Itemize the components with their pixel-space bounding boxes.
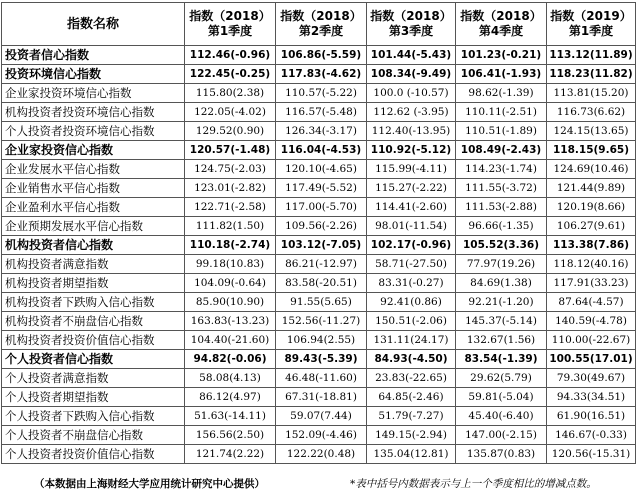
table-row [2,426,636,445]
header-cell-2018-q3: 指数（2018） 第3季度 [367,3,456,46]
table-header-row [2,3,636,46]
table-row [2,293,636,312]
index-name-cell: 个人投资者下跌购入信心指数 [2,407,185,426]
value-cell-q4-2018: 59.81(-5.04) [456,388,547,407]
value-cell-q4-2018: 92.21(-1.20) [456,293,547,312]
value-cell-q3-2018: 98.01(-11.54) [367,217,456,236]
value-cell-q4-2018: 98.62(-1.39) [456,84,547,103]
value-cell-q3-2018: 150.51(-2.06) [367,312,456,331]
value-cell-q4-2018: 110.51(-1.89) [456,122,547,141]
value-cell-q4-2018: 111.55(-3.72) [456,179,547,198]
value-cell-q1-2018: 122.05(-4.02) [185,103,276,122]
value-cell-q1-2018: 163.83(-13.23) [185,312,276,331]
value-cell-q4-2018: 45.40(-6.40) [456,407,547,426]
value-cell-q2-2018: 109.56(-2.26) [276,217,367,236]
value-cell-q1-2018: 51.63(-14.11) [185,407,276,426]
value-cell-q1-2019: 120.19(8.66) [547,198,636,217]
value-cell-q3-2018: 115.27(-2.22) [367,179,456,198]
value-cell-q1-2018: 129.52(0.90) [185,122,276,141]
value-cell-q2-2018: 106.86(-5.59) [276,46,367,65]
index-name-cell: 投资环境信心指数 [2,65,185,84]
table-body [2,46,636,464]
table-group-row [2,350,636,369]
value-cell-q1-2018: 156.56(2.50) [185,426,276,445]
value-cell-q3-2018: 110.92(-5.12) [367,141,456,160]
value-cell-q1-2019: 118.15(9.65) [547,141,636,160]
value-cell-q3-2018: 51.79(-7.27) [367,407,456,426]
value-cell-q4-2018: 110.11(-2.51) [456,103,547,122]
index-name-cell: 机构投资者期望指数 [2,274,185,293]
table-row [2,274,636,293]
index-name-cell: 机构投资者不崩盘信心指数 [2,312,185,331]
value-cell-q2-2018: 152.09(-4.46) [276,426,367,445]
index-name-cell: 机构投资者满意指数 [2,255,185,274]
value-cell-q1-2019: 118.23(11.82) [547,65,636,84]
table-row [2,103,636,122]
value-cell-q1-2018: 99.18(10.83) [185,255,276,274]
index-name-cell: 企业盈利水平信心指数 [2,198,185,217]
value-cell-q1-2019: 79.30(49.67) [547,369,636,388]
value-cell-q3-2018: 84.93(-4.50) [367,350,456,369]
value-cell-q3-2018: 58.71(-27.50) [367,255,456,274]
value-cell-q2-2018: 46.48(-11.60) [276,369,367,388]
data-source-note: （本数据由上海财经大学应用统计研究中心提供） [34,478,265,490]
value-cell-q1-2019: 140.59(-4.78) [547,312,636,331]
value-cell-q3-2018: 64.85(-2.46) [367,388,456,407]
value-cell-q3-2018: 149.15(-2.94) [367,426,456,445]
value-cell-q4-2018: 147.00(-2.15) [456,426,547,445]
value-cell-q3-2018: 115.99(-4.11) [367,160,456,179]
value-cell-q1-2019: 110.00(-22.67) [547,331,636,350]
value-cell-q1-2019: 116.73(6.62) [547,103,636,122]
confidence-index-table [1,2,636,464]
value-cell-q4-2018: 132.67(1.56) [456,331,547,350]
table-row [2,122,636,141]
table-group-row [2,141,636,160]
value-cell-q1-2019: 87.64(-4.57) [547,293,636,312]
table-row [2,407,636,426]
table-row [2,369,636,388]
index-name-cell: 机构投资者投资环境信心指数 [2,103,185,122]
header-cell-2019-q1: 指数（2019） 第1季度 [547,3,636,46]
value-cell-q1-2019: 113.81(15.20) [547,84,636,103]
value-cell-q1-2019: 124.15(13.65) [547,122,636,141]
index-name-cell: 个人投资者信心指数 [2,350,185,369]
value-cell-q1-2018: 94.82(-0.06) [185,350,276,369]
table-row [2,331,636,350]
value-cell-q1-2018: 120.57(-1.48) [185,141,276,160]
value-cell-q4-2018: 96.66(-1.35) [456,217,547,236]
value-cell-q1-2018: 112.46(-0.96) [185,46,276,65]
value-cell-q1-2019: 146.67(-0.33) [547,426,636,445]
value-cell-q1-2019: 124.69(10.46) [547,160,636,179]
value-cell-q2-2018: 152.56(-11.27) [276,312,367,331]
index-name-cell: 企业发展水平信心指数 [2,160,185,179]
value-cell-q1-2018: 124.75(-2.03) [185,160,276,179]
value-cell-q3-2018: 135.04(12.81) [367,445,456,464]
value-cell-q4-2018: 108.49(-2.43) [456,141,547,160]
value-cell-q2-2018: 83.58(-20.51) [276,274,367,293]
value-cell-q2-2018: 91.55(5.65) [276,293,367,312]
value-cell-q1-2019: 94.33(34.51) [547,388,636,407]
value-cell-q2-2018: 117.49(-5.52) [276,179,367,198]
value-cell-q2-2018: 126.34(-3.17) [276,122,367,141]
value-cell-q1-2019: 61.90(16.51) [547,407,636,426]
table-group-row [2,65,636,84]
index-name-cell: 投资者信心指数 [2,46,185,65]
value-cell-q3-2018: 108.34(-9.49) [367,65,456,84]
index-name-cell: 个人投资者期望指数 [2,388,185,407]
index-name-cell: 机构投资者下跌购入信心指数 [2,293,185,312]
table-row [2,445,636,464]
value-cell-q2-2018: 110.57(-5.22) [276,84,367,103]
index-name-cell: 企业预期发展水平信心指数 [2,217,185,236]
index-name-cell: 个人投资者满意指数 [2,369,185,388]
value-cell-q1-2018: 115.80(2.38) [185,84,276,103]
value-cell-q3-2018: 112.62 (-3.95) [367,103,456,122]
value-cell-q1-2018: 104.40(-21.60) [185,331,276,350]
value-cell-q3-2018: 131.11(24.17) [367,331,456,350]
table-row [2,160,636,179]
value-cell-q1-2018: 121.74(2.22) [185,445,276,464]
table-row [2,217,636,236]
value-cell-q1-2018: 110.18(-2.74) [185,236,276,255]
value-cell-q1-2019: 117.91(33.23) [547,274,636,293]
value-cell-q1-2018: 122.71(-2.58) [185,198,276,217]
value-cell-q4-2018: 77.97(19.26) [456,255,547,274]
value-cell-q4-2018: 29.62(5.79) [456,369,547,388]
value-cell-q3-2018: 100.0 (-10.57) [367,84,456,103]
value-cell-q3-2018: 114.41(-2.60) [367,198,456,217]
value-cell-q2-2018: 116.57(-5.48) [276,103,367,122]
value-cell-q4-2018: 111.53(-2.88) [456,198,547,217]
value-cell-q1-2019: 120.56(-15.31) [547,445,636,464]
table-group-row [2,46,636,65]
table-row [2,179,636,198]
value-cell-q1-2018: 123.01(-2.82) [185,179,276,198]
value-cell-q1-2018: 86.12(4.97) [185,388,276,407]
bracket-explanation-note: *表中括号内数据表示与上一个季度相比的增减点数。 [350,478,597,490]
index-name-cell: 个人投资者不崩盘信心指数 [2,426,185,445]
value-cell-q4-2018: 106.41(-1.93) [456,65,547,84]
value-cell-q2-2018: 103.12(-7.05) [276,236,367,255]
value-cell-q3-2018: 101.44(-5.43) [367,46,456,65]
value-cell-q1-2019: 113.38(7.86) [547,236,636,255]
table-row [2,255,636,274]
value-cell-q4-2018: 101.23(-0.21) [456,46,547,65]
value-cell-q2-2018: 116.04(-4.53) [276,141,367,160]
value-cell-q1-2018: 111.82(1.50) [185,217,276,236]
value-cell-q1-2018: 122.45(-0.25) [185,65,276,84]
table-row [2,388,636,407]
value-cell-q4-2018: 135.87(0.83) [456,445,547,464]
value-cell-q2-2018: 117.83(-4.62) [276,65,367,84]
index-name-cell: 机构投资者信心指数 [2,236,185,255]
value-cell-q2-2018: 59.07(7.44) [276,407,367,426]
value-cell-q1-2019: 106.27(9.61) [547,217,636,236]
value-cell-q4-2018: 105.52(3.36) [456,236,547,255]
header-cell-2018-q4: 指数（2018） 第4季度 [456,3,547,46]
table-row [2,198,636,217]
value-cell-q1-2019: 121.44(9.89) [547,179,636,198]
table-row [2,312,636,331]
value-cell-q4-2018: 114.23(-1.74) [456,160,547,179]
header-cell-2018-q1: 指数（2018） 第1季度 [185,3,276,46]
index-name-cell: 个人投资者投资价值信心指数 [2,445,185,464]
index-name-cell: 企业销售水平信心指数 [2,179,185,198]
value-cell-q4-2018: 145.37(-5.14) [456,312,547,331]
value-cell-q1-2019: 113.12(11.89) [547,46,636,65]
table-row [2,84,636,103]
index-name-cell: 机构投资者投资价值信心指数 [2,331,185,350]
index-name-cell: 企业家投资信心指数 [2,141,185,160]
value-cell-q1-2019: 100.55(17.01) [547,350,636,369]
index-name-cell: 企业家投资环境信心指数 [2,84,185,103]
value-cell-q2-2018: 89.43(-5.39) [276,350,367,369]
value-cell-q2-2018: 86.21(-12.97) [276,255,367,274]
value-cell-q2-2018: 117.00(-5.70) [276,198,367,217]
value-cell-q4-2018: 83.54(-1.39) [456,350,547,369]
value-cell-q3-2018: 102.17(-0.96) [367,236,456,255]
value-cell-q2-2018: 67.31(-18.81) [276,388,367,407]
value-cell-q1-2019: 118.12(40.16) [547,255,636,274]
index-name-cell: 个人投资者投资环境信心指数 [2,122,185,141]
value-cell-q2-2018: 106.94(2.55) [276,331,367,350]
value-cell-q1-2018: 58.08(4.13) [185,369,276,388]
value-cell-q2-2018: 120.10(-4.65) [276,160,367,179]
value-cell-q3-2018: 112.40(-13.95) [367,122,456,141]
header-cell-index-name: 指数名称 [2,3,185,46]
value-cell-q4-2018: 84.69(1.38) [456,274,547,293]
table-group-row [2,236,636,255]
value-cell-q3-2018: 92.41(0.86) [367,293,456,312]
value-cell-q3-2018: 23.83(-22.65) [367,369,456,388]
value-cell-q1-2018: 104.09(-0.64) [185,274,276,293]
value-cell-q1-2018: 85.90(10.90) [185,293,276,312]
header-cell-2018-q2: 指数（2018） 第2季度 [276,3,367,46]
value-cell-q2-2018: 122.22(0.48) [276,445,367,464]
value-cell-q3-2018: 83.31(-0.27) [367,274,456,293]
